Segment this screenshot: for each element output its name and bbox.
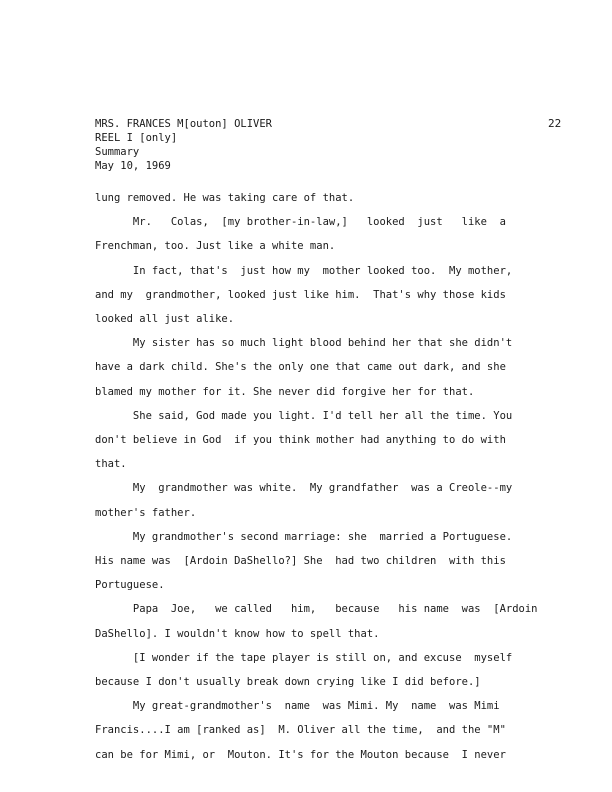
- transcript-line: [I wonder if the tape player is still on, and excuse myself: [95, 651, 513, 664]
- transcript-line: looked all just alike.: [95, 313, 235, 325]
- transcript-line: DaShello]. I wouldn't know how to spell that.: [95, 627, 380, 640]
- header-reel: REEL I [only]: [95, 132, 178, 144]
- transcript-line: My grandmother was white. My grandfather was a Creole--my: [95, 482, 513, 495]
- page-number: 22: [548, 117, 562, 130]
- transcript-line: that.: [95, 458, 127, 471]
- transcript-line: blamed my mother for it. She never did forgive her for that.: [95, 385, 475, 398]
- header-date: May 10, 1969: [95, 160, 171, 172]
- transcript-line: don't believe in God if you think mother had anything to do with: [95, 434, 506, 446]
- transcript-line: mother's father.: [95, 506, 197, 519]
- header-name: MRS. FRANCES M[outon] OLIVER: [95, 118, 273, 130]
- transcript-line: because I don't usually break down crying like I did before.]: [95, 676, 481, 688]
- transcript-line: Portuguese.: [95, 579, 165, 592]
- transcript-line: and my grandmother, looked just like him. That's why those kids: [95, 288, 506, 301]
- transcript-line: Mr. Colas, [my brother-in-law,] looked just like a: [95, 216, 506, 229]
- transcript-line: Francis....I am [ranked as] M. Oliver all the time, and the "M": [95, 724, 506, 737]
- transcript-line: have a dark child. She's the only one that came out dark, and she: [95, 361, 506, 374]
- transcript-line: His name was [Ardoin DaShello?] She had two children with this: [95, 555, 506, 567]
- transcript-line: My sister has so much light blood behind her that she didn't: [95, 337, 513, 350]
- transcript-line: lung removed. He was taking care of that.: [95, 192, 355, 204]
- transcript-line: My grandmother's second marriage: she married a Portuguese.: [95, 530, 513, 543]
- transcript-line: Frenchman, too. Just like a white man.: [95, 240, 336, 253]
- header-summary: Summary: [95, 146, 140, 158]
- transcript-line: can be for Mimi, or Mouton. It's for the Mouton because I never: [95, 748, 506, 761]
- transcript-line: She said, God made you light. I'd tell her all the time. You: [95, 409, 513, 422]
- transcript-line: In fact, that's just how my mother looked too. My mother,: [95, 264, 513, 277]
- transcript-line: Papa Joe, we called him, because his name was [Ardoin: [95, 603, 538, 616]
- transcript-line: My great-grandmother's name was Mimi. My name was Mimi: [95, 700, 500, 713]
